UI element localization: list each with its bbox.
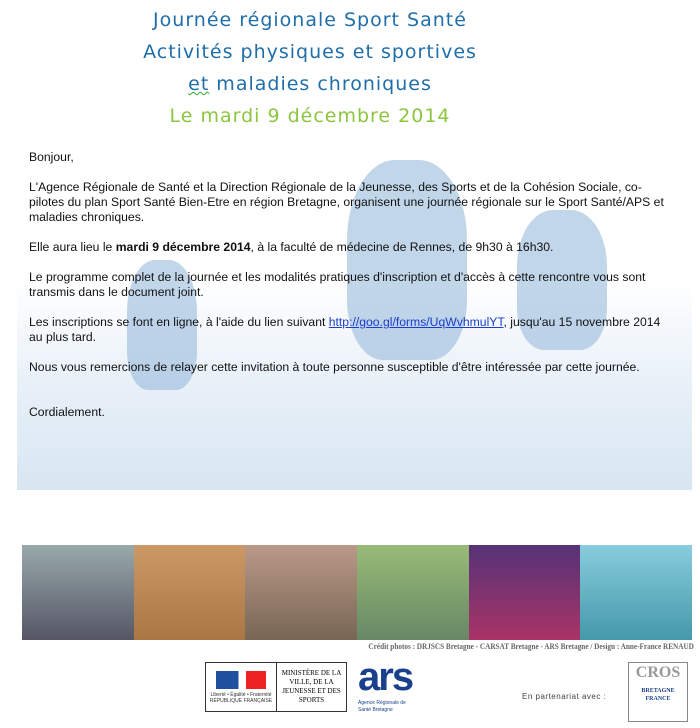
title-line-2: Activités physiques et sportives bbox=[143, 41, 477, 63]
photo-pool bbox=[580, 545, 692, 640]
photo-seniors bbox=[245, 545, 357, 640]
photo-hoops bbox=[134, 545, 246, 640]
title-line-1: Journée régionale Sport Santé bbox=[153, 9, 467, 31]
event-date: Le mardi 9 décembre 2014 bbox=[169, 105, 451, 127]
ars-logo bbox=[358, 656, 448, 718]
closing: Cordialement. bbox=[29, 405, 105, 419]
partnership-label: En partenariat avec : bbox=[522, 692, 607, 701]
paragraph-4 bbox=[29, 315, 669, 345]
marianne-flag-icon bbox=[216, 671, 266, 689]
paragraph-3: Le programme complet de la journée et les modalités pratiques d'inscription et d'accès à cette rencontre vous sont transmis dans le document joint. bbox=[29, 270, 646, 299]
cros-logo bbox=[628, 662, 688, 722]
republic-text: Liberté • Égalité • Fraternité RÉPUBLIQUE FRANÇAISE bbox=[209, 691, 273, 704]
title-line-3 bbox=[0, 72, 620, 96]
photo-path bbox=[357, 545, 469, 640]
p4-text-end: , jusqu'au 15 novembre 2014 au plus tard. bbox=[29, 315, 661, 344]
photo-rollers bbox=[22, 545, 134, 640]
photo-credit: Crédit photos : DRJSCS Bretagne - CARSAT Bretagne - ARS Bretagne / Design : Anne-France RENAUD bbox=[368, 641, 694, 651]
title-line-3-et: et bbox=[188, 73, 210, 95]
title-line-3-rest: maladies chroniques bbox=[209, 73, 432, 95]
photo-wheelchair bbox=[469, 545, 581, 640]
p2-text: Elle aura lieu le bbox=[29, 240, 116, 254]
photo-strip bbox=[22, 545, 692, 640]
ars-subtitle: Agence Régionale de Santé Bretagne bbox=[358, 700, 406, 713]
paragraph-5: Nous vous remercions de relayer cette invitation à toute personne susceptible d'être intéressée par cette journée. bbox=[29, 360, 640, 374]
greeting: Bonjour, bbox=[29, 150, 74, 164]
p2-text-end: , à la faculté de médecine de Rennes, de 9h30 à 16h30. bbox=[250, 240, 554, 254]
ministry-name: MINISTÈRE DE LA VILLE, DE LA JEUNESSE ET DES SPORTS bbox=[281, 669, 342, 704]
ministry-logo bbox=[205, 662, 347, 712]
p4-text: Les inscriptions se font en ligne, à l'aide du lien suivant bbox=[29, 315, 329, 329]
ars-logo-text: ars bbox=[358, 655, 413, 699]
registration-link[interactable]: http://goo.gl/forms/UqWvhmulYT bbox=[328, 315, 504, 329]
paragraph-1: L'Agence Régionale de Santé et la Direction Régionale de la Jeunesse, des Sports et de la Cohésion Sociale, co-pilotes du plan Sport Santé Bien-Etre en région Bretagne, organisent une journée régionale sur le Sport Santé/APS et maladies chroniques. bbox=[29, 180, 664, 224]
message-body bbox=[29, 150, 669, 435]
cros-text: CROS bbox=[635, 664, 681, 681]
p2-date: mardi 9 décembre 2014 bbox=[115, 240, 251, 254]
cros-subtitle: BRETAGNE FRANCE bbox=[641, 688, 675, 702]
paragraph-2 bbox=[29, 240, 669, 255]
